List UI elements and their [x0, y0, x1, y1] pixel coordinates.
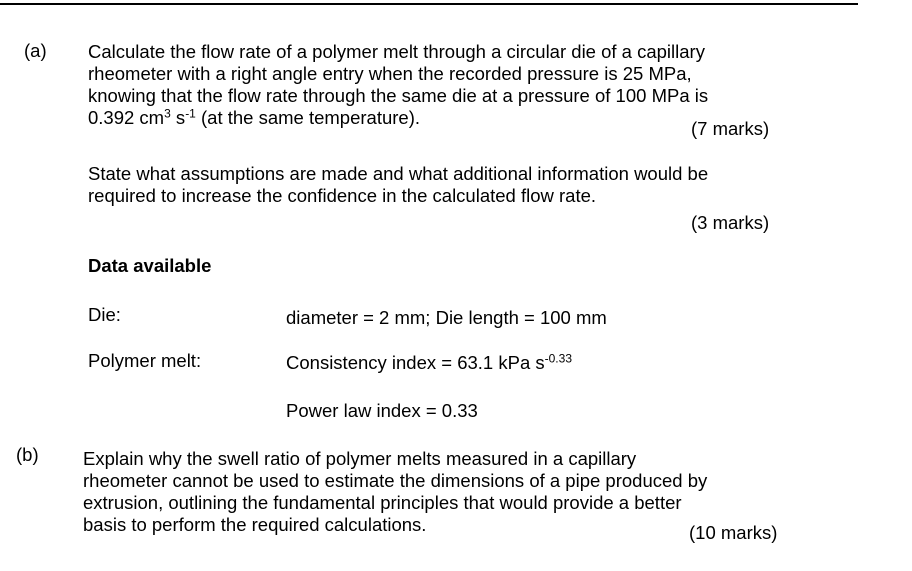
- consistency-text: Consistency index = 63.1 kPa s: [286, 352, 545, 373]
- assumption-line: State what assumptions are made and what additional information would be: [88, 163, 709, 184]
- flow-rate-value: 0.392 cm: [88, 107, 165, 128]
- question-line: knowing that the flow rate through the same die at a pressure of 100 MPa is: [88, 85, 709, 106]
- question-line: Explain why the swell ratio of polymer melts measured in a capillary: [83, 448, 637, 469]
- superscript: 3: [164, 106, 171, 121]
- part-a-label: (a): [24, 40, 47, 61]
- part-a-assumptions: [88, 163, 708, 207]
- question-line-units: [88, 107, 708, 129]
- flow-rate-unit: s: [170, 107, 186, 128]
- part-a-question: [88, 41, 708, 129]
- question-line: Calculate the flow rate of a polymer melt through a circular die of a capillary: [88, 41, 705, 62]
- question-line: rheometer cannot be used to estimate the dimensions of a pipe produced by: [83, 470, 708, 491]
- die-label: Die:: [88, 304, 121, 325]
- question-line: rheometer with a right angle entry when the recorded pressure is 25 MPa,: [88, 63, 692, 84]
- part-a-assumption-marks: (3 marks): [691, 212, 770, 233]
- question-line: extrusion, outlining the fundamental principles that would provide a better: [83, 492, 682, 513]
- consistency-index: [286, 352, 572, 374]
- part-b-marks: (10 marks): [689, 522, 778, 543]
- assumption-line: required to increase the confidence in the calculated flow rate.: [88, 185, 597, 206]
- top-rule: [0, 3, 858, 5]
- part-b-label: (b): [16, 444, 39, 465]
- superscript: -1: [185, 106, 196, 121]
- question-line: basis to perform the required calculations.: [83, 514, 427, 535]
- part-a-marks: (7 marks): [691, 118, 770, 139]
- part-b-question: [83, 448, 707, 536]
- data-heading: Data available: [88, 255, 212, 276]
- die-value: diameter = 2 mm; Die length = 100 mm: [286, 307, 607, 328]
- flow-rate-condition: (at the same temperature).: [195, 107, 421, 128]
- power-law-index: Power law index = 0.33: [286, 400, 478, 421]
- superscript: -0.33: [544, 351, 572, 366]
- polymer-label: Polymer melt:: [88, 350, 202, 371]
